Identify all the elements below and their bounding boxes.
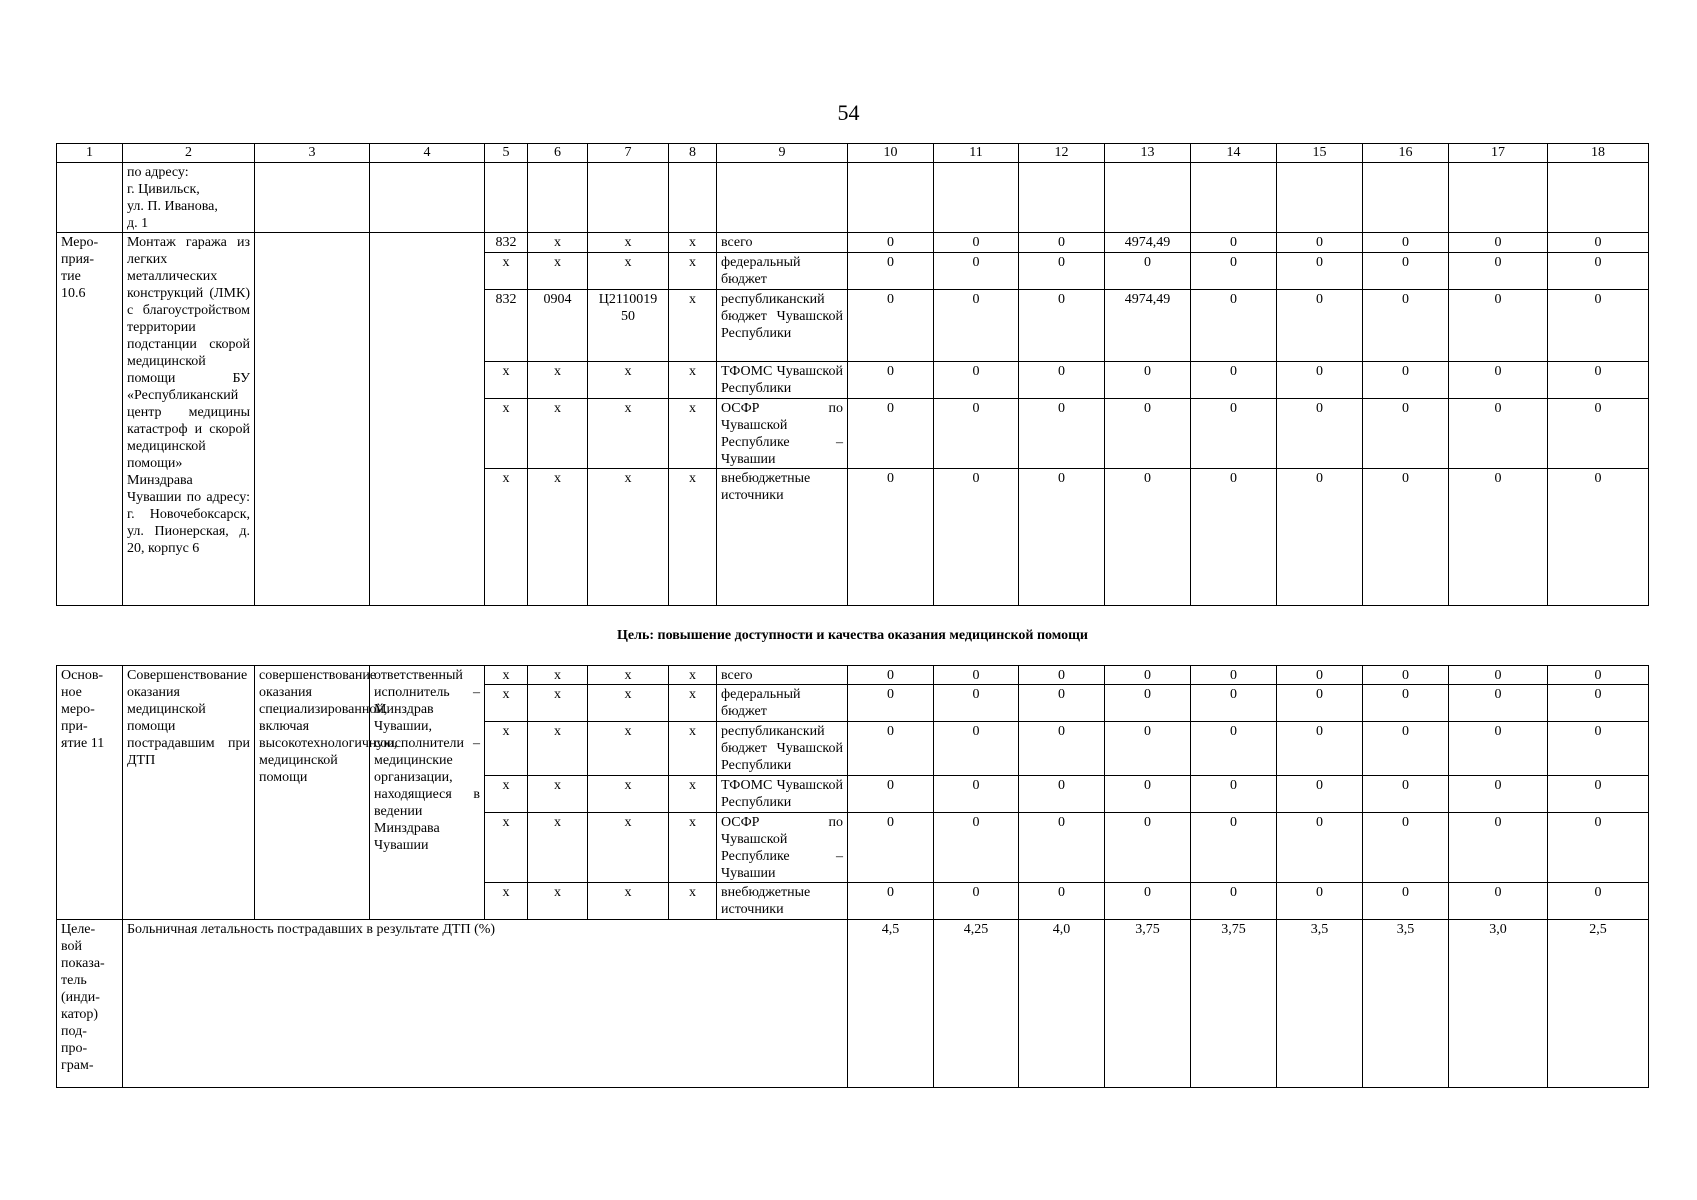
value-cell: 0 xyxy=(1363,813,1449,883)
value-cell: 0 xyxy=(1548,883,1649,920)
value-cell: 0 xyxy=(934,233,1019,253)
table-cell xyxy=(57,163,123,233)
value-cell: 0 xyxy=(1548,233,1649,253)
measure-task: совершенствование оказания специализированной, включая высокотехнологичную, медицинской помощи xyxy=(255,666,370,920)
header-cell: 15 xyxy=(1277,144,1363,163)
code-cell: х xyxy=(669,469,717,606)
code-cell: х xyxy=(588,722,669,776)
value-cell: 0 xyxy=(1277,813,1363,883)
indicator-value: 4,25 xyxy=(934,920,1019,1088)
table-cell xyxy=(848,163,934,233)
value-cell: 0 xyxy=(934,722,1019,776)
value-cell: 0 xyxy=(1449,883,1548,920)
value-cell: 0 xyxy=(848,362,934,399)
value-cell: 0 xyxy=(1105,399,1191,469)
code-cell: х xyxy=(588,666,669,685)
value-cell: 0 xyxy=(1363,253,1449,290)
code-cell: х xyxy=(669,776,717,813)
header-row xyxy=(57,144,1649,163)
value-cell: 0 xyxy=(1191,290,1277,362)
value-cell: 0 xyxy=(934,469,1019,606)
code-cell: х xyxy=(588,776,669,813)
value-cell: 0 xyxy=(1449,666,1548,685)
value-cell: 0 xyxy=(1449,722,1548,776)
value-cell: 0 xyxy=(1363,233,1449,253)
value-cell: 0 xyxy=(1019,469,1105,606)
indicator-label: Целе- вой показа- тель (инди- катор) под- про- грам- xyxy=(57,920,123,1088)
value-cell: 0 xyxy=(1277,233,1363,253)
value-cell: 0 xyxy=(1019,776,1105,813)
code-cell: х xyxy=(669,813,717,883)
value-cell: 0 xyxy=(1105,776,1191,813)
value-cell: 0 xyxy=(1363,469,1449,606)
table-row xyxy=(57,163,1649,233)
table-cell xyxy=(1363,163,1449,233)
code-cell: х xyxy=(588,685,669,722)
table-cell xyxy=(1191,163,1277,233)
value-cell: 0 xyxy=(1548,776,1649,813)
table-cell xyxy=(588,163,669,233)
code-cell: х xyxy=(669,883,717,920)
value-cell: 0 xyxy=(1019,685,1105,722)
value-cell: 0 xyxy=(1191,253,1277,290)
code-cell: х xyxy=(485,362,528,399)
funding-source: ОСФР по Чувашской Республике – Чувашии xyxy=(717,399,848,469)
code-cell: х xyxy=(485,883,528,920)
address-cell: по адресу: г. Цивильск, ул. П. Иванова, д. 1 xyxy=(123,163,255,233)
value-cell: 0 xyxy=(1105,362,1191,399)
funding-source: всего xyxy=(717,666,848,685)
code-cell: х xyxy=(485,666,528,685)
value-cell: 0 xyxy=(1105,253,1191,290)
program-table-lower xyxy=(56,665,1649,1088)
value-cell: 0 xyxy=(1191,399,1277,469)
header-cell: 7 xyxy=(588,144,669,163)
table-cell xyxy=(1548,163,1649,233)
value-cell: 0 xyxy=(1277,253,1363,290)
value-cell: 0 xyxy=(1449,253,1548,290)
funding-source: федеральный бюджет xyxy=(717,685,848,722)
table-cell xyxy=(528,163,588,233)
measure-id: Меро- прия- тие 10.6 xyxy=(57,233,123,606)
goal-heading: Цель: повышение доступности и качества оказания медицинской помощи xyxy=(617,628,1088,643)
code-cell: х xyxy=(669,253,717,290)
value-cell: 0 xyxy=(848,776,934,813)
value-cell: 0 xyxy=(1191,883,1277,920)
value-cell: 0 xyxy=(1548,399,1649,469)
program-table-upper xyxy=(56,143,1649,606)
indicator-name: Больничная летальность пострадавших в результате ДТП (%) xyxy=(123,920,848,1088)
value-cell: 0 xyxy=(934,290,1019,362)
value-cell: 0 xyxy=(1191,233,1277,253)
value-cell: 0 xyxy=(848,666,934,685)
value-cell: 0 xyxy=(1548,666,1649,685)
table-cell xyxy=(485,163,528,233)
table-cell xyxy=(1105,163,1191,233)
table-cell xyxy=(370,233,485,606)
code-cell: х xyxy=(485,722,528,776)
code-cell: х xyxy=(528,469,588,606)
value-cell: 0 xyxy=(1019,253,1105,290)
code-cell: х xyxy=(669,685,717,722)
value-cell: 0 xyxy=(848,813,934,883)
value-cell: 0 xyxy=(1363,776,1449,813)
value-cell: 0 xyxy=(934,666,1019,685)
value-cell: 0 xyxy=(1019,399,1105,469)
value-cell: 0 xyxy=(1191,362,1277,399)
code-cell: 832 xyxy=(485,233,528,253)
code-cell: х xyxy=(528,722,588,776)
value-cell: 0 xyxy=(1548,813,1649,883)
code-cell: х xyxy=(669,399,717,469)
value-cell: 0 xyxy=(1105,883,1191,920)
header-cell: 16 xyxy=(1363,144,1449,163)
code-cell: х xyxy=(528,362,588,399)
table-cell xyxy=(717,163,848,233)
value-cell: 0 xyxy=(848,233,934,253)
header-cell: 11 xyxy=(934,144,1019,163)
value-cell: 0 xyxy=(1449,813,1548,883)
header-cell: 9 xyxy=(717,144,848,163)
value-cell: 0 xyxy=(1019,666,1105,685)
code-cell: х xyxy=(588,362,669,399)
value-cell: 0 xyxy=(1449,469,1548,606)
value-cell: 0 xyxy=(848,253,934,290)
value-cell: 0 xyxy=(1191,469,1277,606)
indicator-value: 4,5 xyxy=(848,920,934,1088)
value-cell: 0 xyxy=(1363,290,1449,362)
value-cell: 0 xyxy=(934,813,1019,883)
code-cell: х xyxy=(485,253,528,290)
value-cell: 0 xyxy=(1363,399,1449,469)
code-cell: х xyxy=(669,362,717,399)
value-cell: 0 xyxy=(934,685,1019,722)
value-cell: 0 xyxy=(1277,362,1363,399)
value-cell: 0 xyxy=(1105,469,1191,606)
value-cell: 0 xyxy=(1019,290,1105,362)
value-cell: 0 xyxy=(934,362,1019,399)
value-cell: 0 xyxy=(1449,776,1548,813)
funding-source: внебюджетные источники xyxy=(717,883,848,920)
value-cell: 0 xyxy=(848,685,934,722)
code-cell: 0904 xyxy=(528,290,588,362)
funding-source: ТФОМС Чувашской Республики xyxy=(717,362,848,399)
code-cell: х xyxy=(588,233,669,253)
value-cell: 0 xyxy=(1449,290,1548,362)
code-cell: х xyxy=(528,233,588,253)
code-cell: х xyxy=(485,813,528,883)
value-cell: 0 xyxy=(848,722,934,776)
value-cell: 0 xyxy=(1191,813,1277,883)
value-cell: 0 xyxy=(1449,233,1548,253)
indicator-value: 3,5 xyxy=(1277,920,1363,1088)
header-cell: 5 xyxy=(485,144,528,163)
indicator-value: 3,0 xyxy=(1449,920,1548,1088)
value-cell: 0 xyxy=(934,776,1019,813)
value-cell: 4974,49 xyxy=(1105,233,1191,253)
header-cell: 2 xyxy=(123,144,255,163)
code-cell: х xyxy=(669,290,717,362)
header-cell: 4 xyxy=(370,144,485,163)
table-cell xyxy=(255,233,370,606)
value-cell: 0 xyxy=(848,883,934,920)
value-cell: 0 xyxy=(1105,813,1191,883)
header-cell: 8 xyxy=(669,144,717,163)
value-cell: 4974,49 xyxy=(1105,290,1191,362)
measure-name: Совершенствование оказания медицинской помощи пострадавшим при ДТП xyxy=(123,666,255,920)
indicator-value: 3,5 xyxy=(1363,920,1449,1088)
code-cell: х xyxy=(588,253,669,290)
value-cell: 0 xyxy=(1449,399,1548,469)
measure-id: Основ- ное меро- при- ятие 11 xyxy=(57,666,123,920)
code-cell: х xyxy=(528,666,588,685)
funding-source: республиканский бюджет Чувашской Республики xyxy=(717,290,848,362)
header-cell: 18 xyxy=(1548,144,1649,163)
code-cell: х xyxy=(528,253,588,290)
header-cell: 13 xyxy=(1105,144,1191,163)
value-cell: 0 xyxy=(1449,685,1548,722)
table-cell xyxy=(669,163,717,233)
indicator-row xyxy=(57,920,1649,1088)
value-cell: 0 xyxy=(1191,776,1277,813)
code-cell: х xyxy=(669,722,717,776)
value-cell: 0 xyxy=(1191,685,1277,722)
indicator-value: 2,5 xyxy=(1548,920,1649,1088)
value-cell: 0 xyxy=(1449,362,1548,399)
value-cell: 0 xyxy=(848,469,934,606)
code-cell: 832 xyxy=(485,290,528,362)
code-cell: х xyxy=(528,883,588,920)
value-cell: 0 xyxy=(1019,813,1105,883)
header-cell: 14 xyxy=(1191,144,1277,163)
funding-source: всего xyxy=(717,233,848,253)
funding-source: внебюджетные источники xyxy=(717,469,848,606)
code-cell: Ц2110019 50 xyxy=(588,290,669,362)
value-cell: 0 xyxy=(1548,685,1649,722)
value-cell: 0 xyxy=(1191,722,1277,776)
value-cell: 0 xyxy=(1277,290,1363,362)
value-cell: 0 xyxy=(1277,399,1363,469)
value-cell: 0 xyxy=(1105,666,1191,685)
header-cell: 3 xyxy=(255,144,370,163)
header-cell: 10 xyxy=(848,144,934,163)
table-cell xyxy=(1449,163,1548,233)
table-cell xyxy=(370,163,485,233)
funding-source: ОСФР по Чувашской Республике – Чувашии xyxy=(717,813,848,883)
value-cell: 0 xyxy=(1363,722,1449,776)
value-cell: 0 xyxy=(1363,362,1449,399)
code-cell: х xyxy=(528,399,588,469)
funding-source: федеральный бюджет xyxy=(717,253,848,290)
value-cell: 0 xyxy=(934,253,1019,290)
value-cell: 0 xyxy=(1277,722,1363,776)
header-cell: 1 xyxy=(57,144,123,163)
code-cell: х xyxy=(485,685,528,722)
code-cell: х xyxy=(588,883,669,920)
indicator-value: 3,75 xyxy=(1191,920,1277,1088)
value-cell: 0 xyxy=(848,399,934,469)
value-cell: 0 xyxy=(1548,290,1649,362)
value-cell: 0 xyxy=(1277,883,1363,920)
value-cell: 0 xyxy=(1548,722,1649,776)
measure-executor: ответственный исполнитель – Минздрав Чувашии, соисполнители – медицинские организации, находящиеся в ведении Минздрава Чувашии xyxy=(370,666,485,920)
code-cell: х xyxy=(588,399,669,469)
value-cell: 0 xyxy=(1191,666,1277,685)
header-cell: 6 xyxy=(528,144,588,163)
indicator-value: 3,75 xyxy=(1105,920,1191,1088)
header-cell: 17 xyxy=(1449,144,1548,163)
code-cell: х xyxy=(485,776,528,813)
indicator-value: 4,0 xyxy=(1019,920,1105,1088)
code-cell: х xyxy=(588,469,669,606)
value-cell: 0 xyxy=(1019,722,1105,776)
value-cell: 0 xyxy=(1019,362,1105,399)
funding-source: ТФОМС Чувашской Республики xyxy=(717,776,848,813)
code-cell: х xyxy=(669,666,717,685)
code-cell: х xyxy=(528,685,588,722)
value-cell: 0 xyxy=(1105,722,1191,776)
value-cell: 0 xyxy=(1277,776,1363,813)
header-cell: 12 xyxy=(1019,144,1105,163)
page-number: 54 xyxy=(837,100,860,125)
value-cell: 0 xyxy=(1363,883,1449,920)
value-cell: 0 xyxy=(1548,362,1649,399)
table-cell xyxy=(1277,163,1363,233)
value-cell: 0 xyxy=(934,399,1019,469)
value-cell: 0 xyxy=(1019,883,1105,920)
value-cell: 0 xyxy=(1105,685,1191,722)
table-cell xyxy=(934,163,1019,233)
value-cell: 0 xyxy=(1548,253,1649,290)
code-cell: х xyxy=(485,399,528,469)
code-cell: х xyxy=(528,813,588,883)
table-row xyxy=(57,666,1649,685)
funding-source: республиканский бюджет Чувашской Республики xyxy=(717,722,848,776)
table-cell xyxy=(255,163,370,233)
table-cell xyxy=(1019,163,1105,233)
code-cell: х xyxy=(485,469,528,606)
code-cell: х xyxy=(669,233,717,253)
code-cell: х xyxy=(588,813,669,883)
value-cell: 0 xyxy=(934,883,1019,920)
value-cell: 0 xyxy=(848,290,934,362)
value-cell: 0 xyxy=(1277,469,1363,606)
value-cell: 0 xyxy=(1019,233,1105,253)
value-cell: 0 xyxy=(1363,666,1449,685)
value-cell: 0 xyxy=(1363,685,1449,722)
value-cell: 0 xyxy=(1277,685,1363,722)
code-cell: х xyxy=(528,776,588,813)
value-cell: 0 xyxy=(1277,666,1363,685)
table-row xyxy=(57,233,1649,253)
value-cell: 0 xyxy=(1548,469,1649,606)
measure-name: Монтаж гаража из легких металлических конструкций (ЛМК) с благоустройством территории подстанции скорой медицинской помощи БУ «Республиканский центр медицины катастроф и скорой медицинской помощи» Минздрава Чувашии по адресу: г. Новочебоксарск, ул. Пионерская, д. 20, корпус 6 xyxy=(123,233,255,606)
